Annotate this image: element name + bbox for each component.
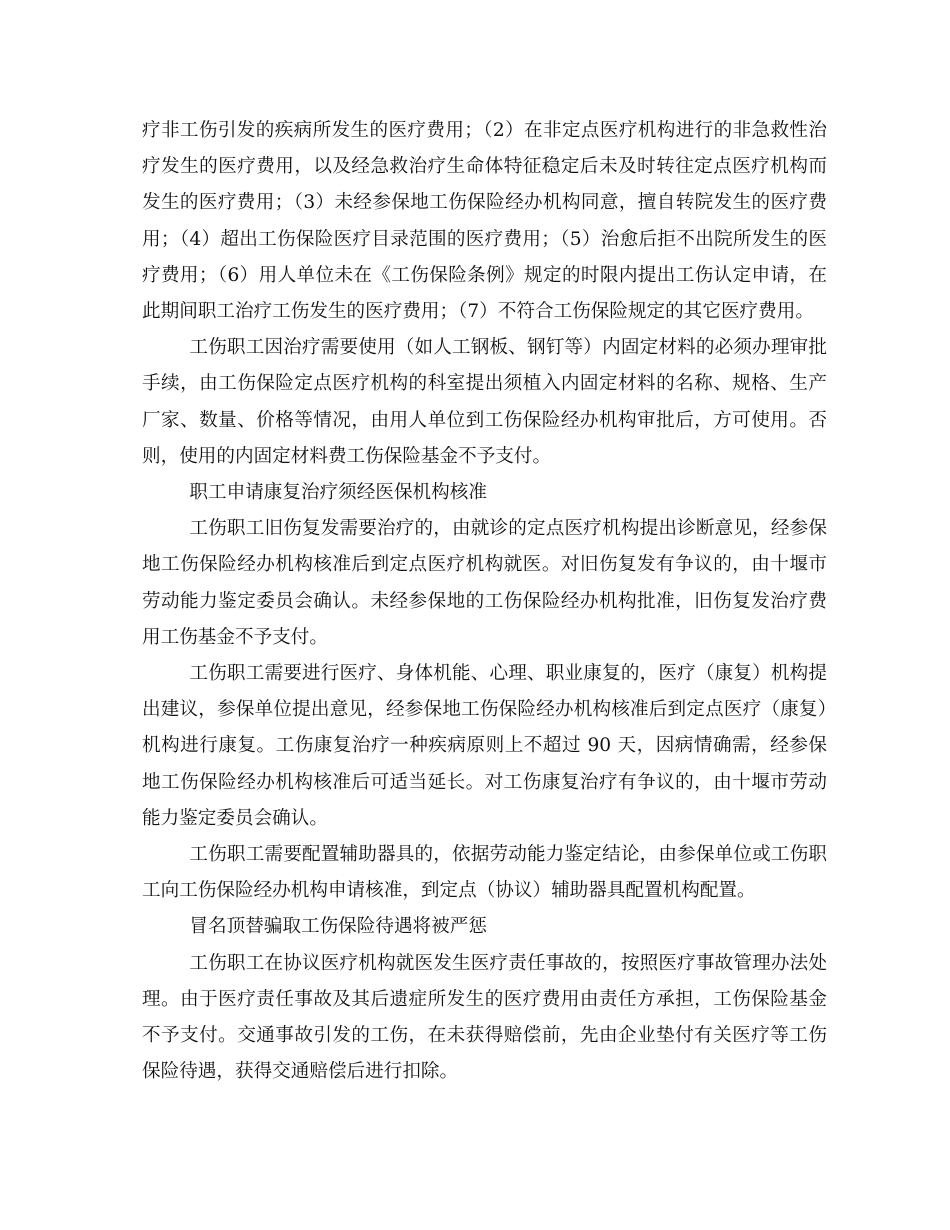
paragraph-injury-relapse: 工伤职工旧伤复发需要治疗的，由就诊的定点医疗机构提出诊断意见，经参保地工伤保险经办机构核准后到定点医疗机构就医。对旧伤复发有争议的，由十堰市劳动能力鉴定委员会确认。未经参保地的工伤保险经办机构批准，旧伤复发治疗费用工伤基金不予支付。: [142, 518, 827, 648]
paragraph-excluded-medical-costs: 疗非工伤引发的疾病所发生的医疗费用；（2）在非定点医疗机构进行的非急救性治疗发生的医疗费用，以及经急救治疗生命体特征稳定后未及时转往定点医疗机构而发生的医疗费用；（3）未经参保地工伤保险经办机构同意，擅自转院发生的医疗费用；（4）超出工伤保险医疗目录范围的医疗费用；（5）治愈后拒不出院所发生的医疗费用；（6）用人单位未在《工伤保险条例》规定的时限内提出工伤认定申请，在此期间职工治疗工伤发生的医疗费用；（7）不符合工伤保险规定的其它医疗费用。: [142, 120, 827, 323]
section-heading-fraud-penalty: 冒名顶替骗取工伤保险待遇将被严惩: [189, 916, 487, 938]
section-heading-rehab-approval: 职工申请康复治疗须经医保机构核准: [189, 482, 487, 504]
document-body: [142, 113, 827, 1090]
paragraph-rehabilitation: 工伤职工需要进行医疗、身体机能、心理、职业康复的，医疗（康复）机构提出建议，参保单位提出意见，经参保地工伤保险经办机构核准后到定点医疗（康复）机构进行康复。工伤康复治疗一种疾病原则上不超过 90 天，因病情确需，经参保地工伤保险经办机构核准后可适当延长。对工伤康复治疗有争议的，由十堰市劳动能力鉴定委员会确认。: [142, 663, 827, 829]
paragraph-medical-liability: 工伤职工在协议医疗机构就医发生医疗责任事故的，按照医疗事故管理办法处理。由于医疗责任事故及其后遗症所发生的医疗费用由责任方承担，工伤保险基金不予支付。交通事故引发的工伤，在未获得赔偿前，先由企业垫付有关医疗等工伤保险待遇，获得交通赔偿后进行扣除。: [142, 952, 827, 1083]
paragraph-implant-approval: 工伤职工因治疗需要使用（如人工钢板、钢钉等）内固定材料的必须办理审批手续，由工伤保险定点医疗机构的科室提出须植入内固定材料的名称、规格、生产厂家、数量、价格等情况，由用人单位到工伤保险经办机构审批后，方可使用。否则，使用的内固定材料费工伤保险基金不予支付。: [142, 337, 827, 467]
paragraph-assistive-devices: 工伤职工需要配置辅助器具的，依据劳动能力鉴定结论，由参保单位或工伤职工向工伤保险经办机构申请核准，到定点（协议）辅助器具配置机构配置。: [142, 844, 827, 902]
